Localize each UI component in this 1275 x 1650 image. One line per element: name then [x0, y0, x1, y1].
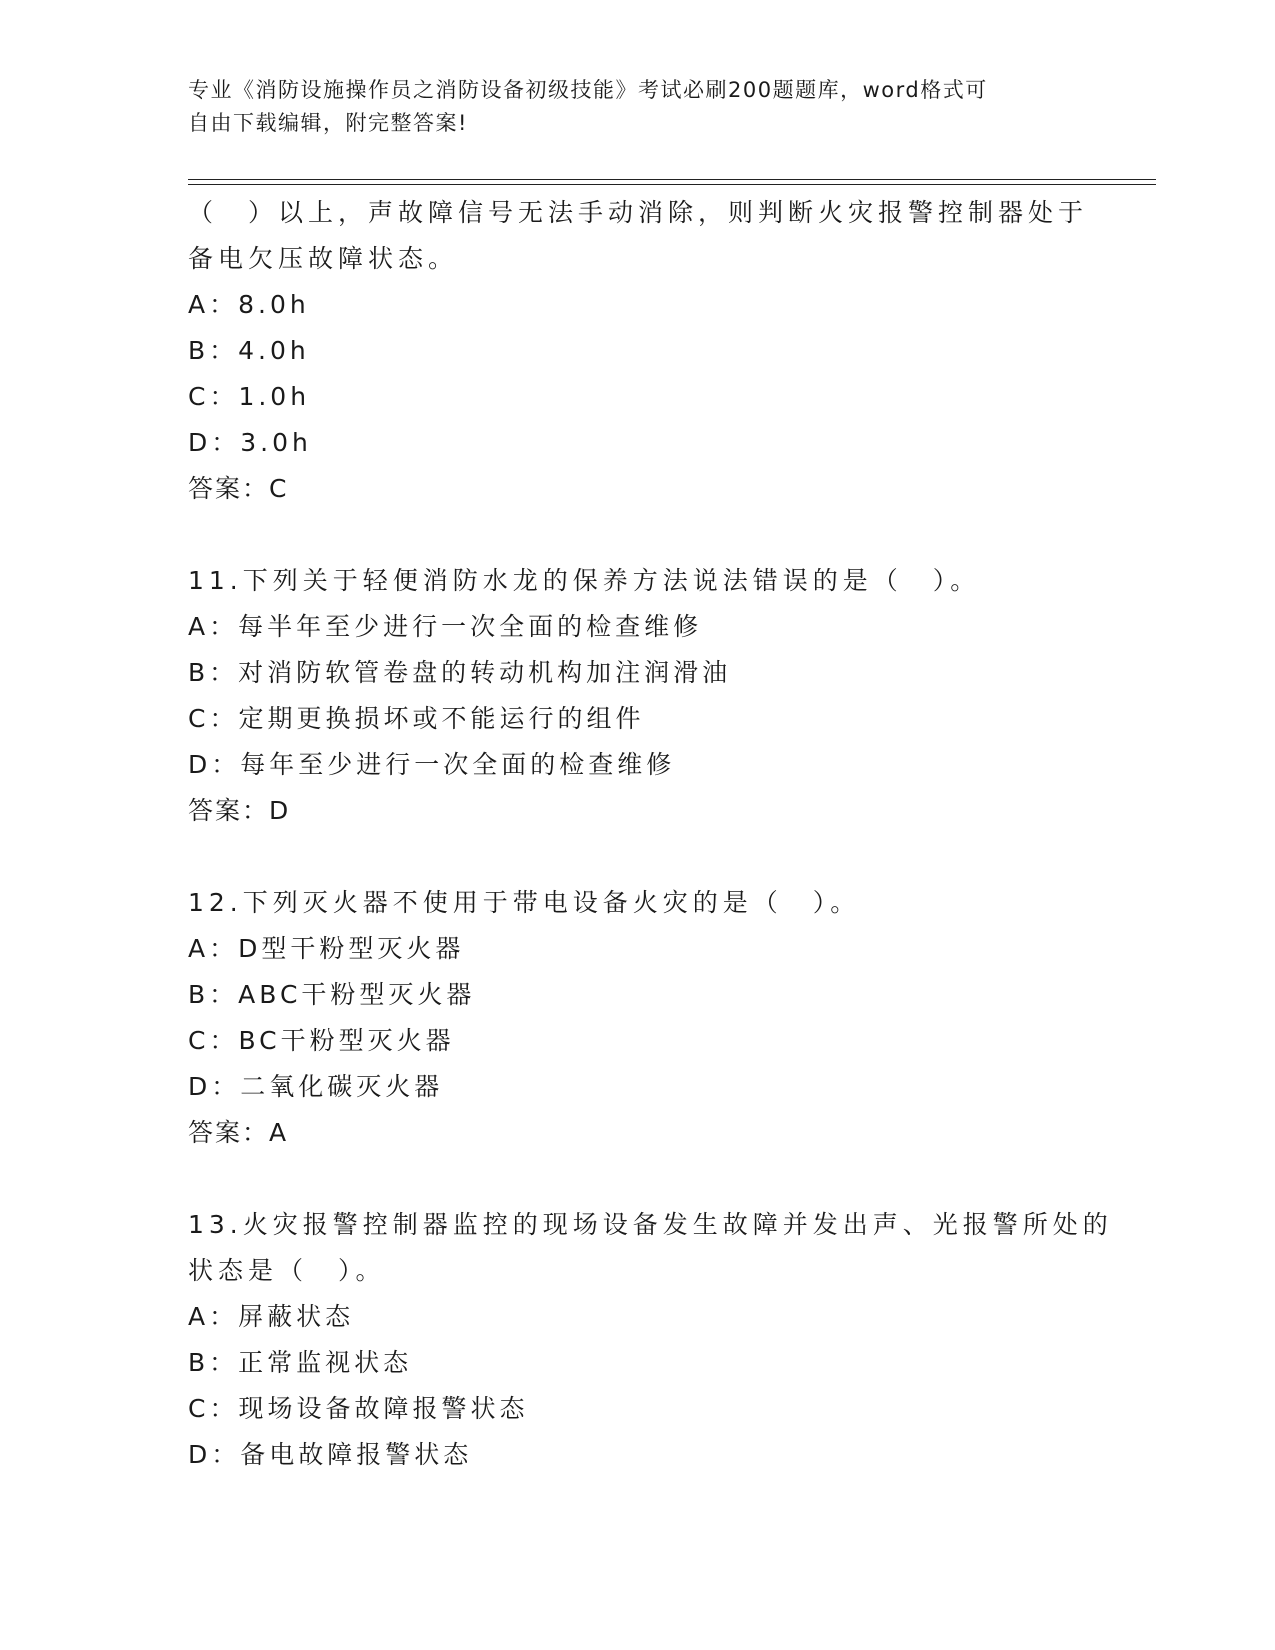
document-header [188, 74, 1088, 140]
question-12 [188, 880, 1088, 1156]
option-c: C：定期更换损坏或不能运行的组件 [188, 704, 645, 733]
option-b: B：4.0h [188, 336, 310, 365]
header-line-2: 自由下载编辑，附完整答案! [188, 111, 468, 135]
option-b: B：ABC干粉型灭火器 [188, 980, 476, 1009]
option-a: A：D型干粉型灭火器 [188, 934, 465, 963]
question-13 [188, 1202, 1113, 1478]
question-10 [188, 190, 1088, 512]
question-stem: 12.下列灭火器不使用于带电设备火灾的是（ ）。 [188, 888, 861, 917]
header-rule-top [188, 179, 1156, 180]
question-11 [188, 558, 1088, 834]
header-rule-bottom [188, 184, 1156, 185]
option-b: B：对消防软管卷盘的转动机构加注润滑油 [188, 658, 732, 687]
option-d: D：每年至少进行一次全面的检查维修 [188, 750, 676, 779]
option-a: A：屏蔽状态 [188, 1302, 355, 1331]
option-a: A：每半年至少进行一次全面的检查维修 [188, 612, 703, 641]
option-c: C：现场设备故障报警状态 [188, 1394, 529, 1423]
option-d: D：二氧化碳灭火器 [188, 1072, 444, 1101]
option-c: C：1.0h [188, 382, 311, 411]
answer: 答案：A [188, 1118, 289, 1147]
answer: 答案：D [188, 796, 291, 825]
option-b: B：正常监视状态 [188, 1348, 413, 1377]
answer: 答案：C [188, 474, 289, 503]
question-stem: （ ）以上，声故障信号无法手动消除，则判断火灾报警控制器处于 [188, 198, 1089, 227]
question-stem: 11.下列关于轻便消防水龙的保养方法说法错误的是（ ）。 [188, 566, 981, 595]
option-d: D：备电故障报警状态 [188, 1440, 473, 1469]
question-stem: 13.火灾报警控制器监控的现场设备发生故障并发出声、光报警所处的 [188, 1210, 1113, 1239]
header-line-1: 专业《消防设施操作员之消防设备初级技能》考试必刷200题题库，word格式可 [188, 78, 988, 102]
option-d: D：3.0h [188, 428, 312, 457]
question-stem: 备电欠压故障状态。 [188, 244, 459, 273]
option-a: A：8.0h [188, 290, 310, 319]
question-list [188, 190, 1113, 1478]
option-c: C：BC干粉型灭火器 [188, 1026, 455, 1055]
question-stem: 状态是（ ）。 [188, 1256, 386, 1285]
